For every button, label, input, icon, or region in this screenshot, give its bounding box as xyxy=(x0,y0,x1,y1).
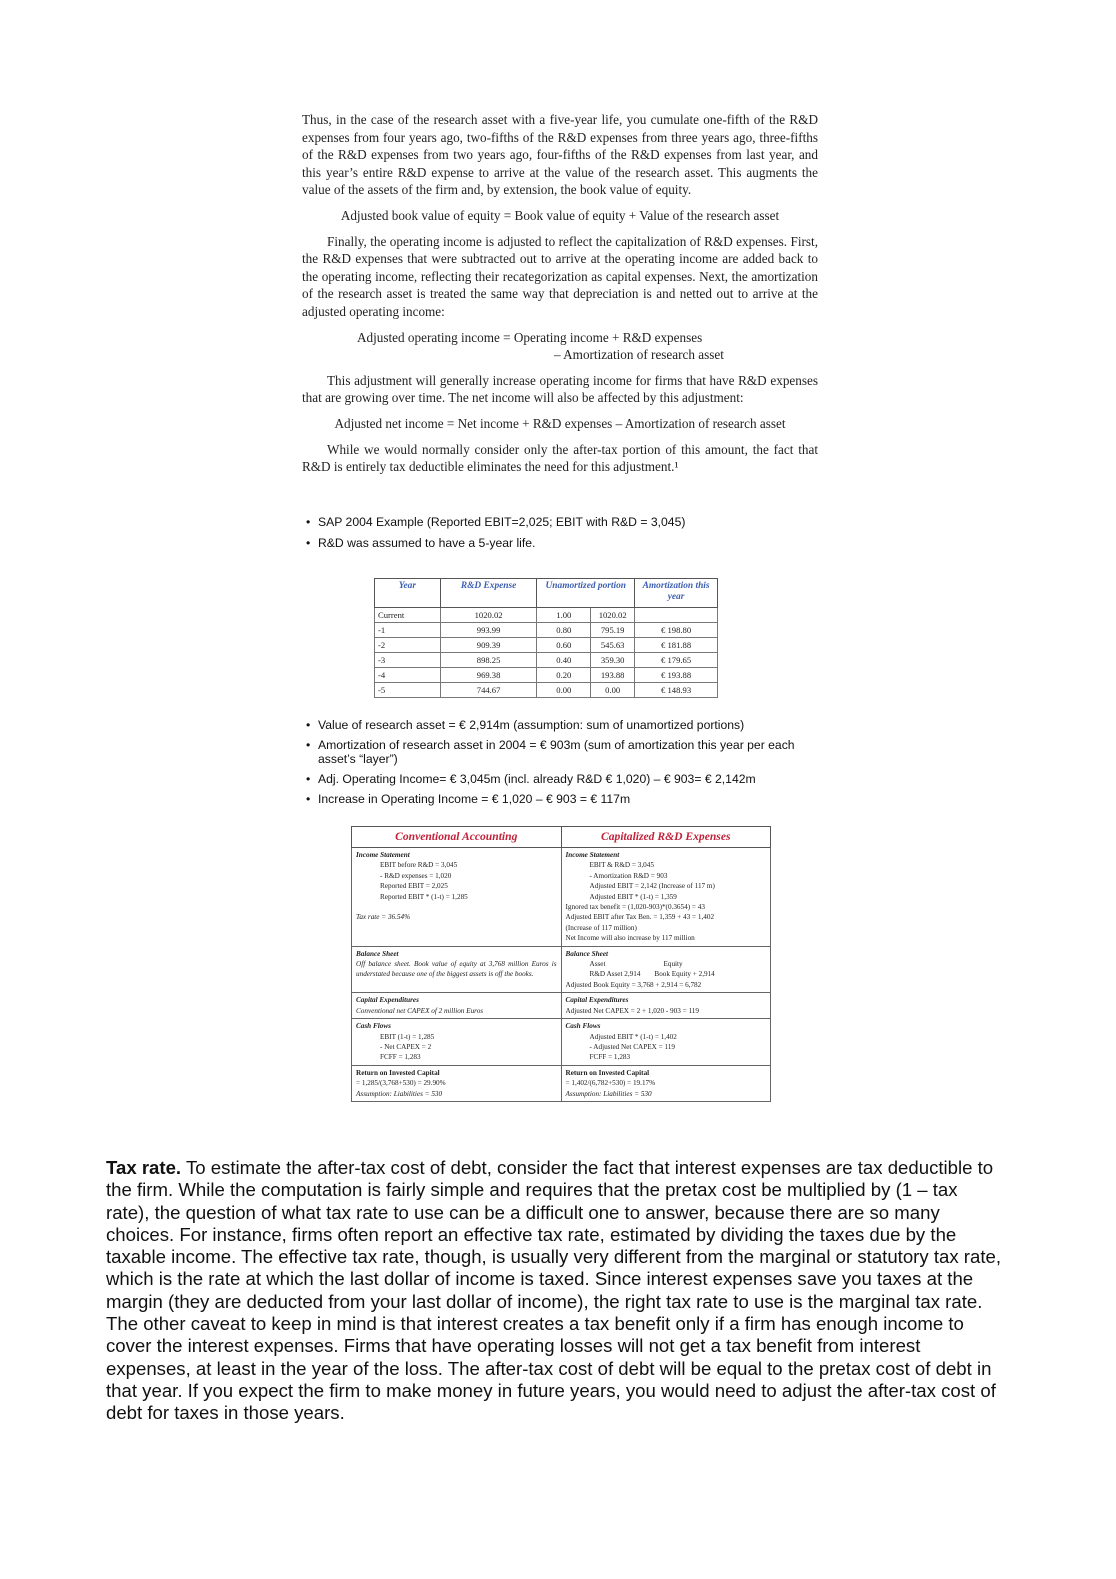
table-row xyxy=(375,638,718,653)
section-title: Balance Sheet xyxy=(356,949,399,958)
column-header: R&D Expense xyxy=(440,579,537,608)
bullet-item: • Value of research asset = € 2,914m (assumption: sum of unamortized portions) xyxy=(306,718,806,732)
table-cell: € 148.93 xyxy=(635,683,718,698)
table-cell xyxy=(352,946,562,993)
comparison-table xyxy=(351,826,771,1102)
bullet-item: • R&D was assumed to have a 5-year life. xyxy=(306,536,816,550)
cell-line: EBIT before R&D = 3,045 xyxy=(380,861,458,870)
paragraph-after-tax: While we would normally consider only the after-tax portion of this amount, the fact that R&D is entirely tax deductible eliminates the need for this adjustment.¹ xyxy=(302,441,818,475)
section-title: Return on Invested Capital xyxy=(356,1068,440,1077)
cell-line: Assumption: Liabilities = 530 xyxy=(565,1089,652,1098)
paragraph-operating-income: Finally, the operating income is adjusted to reflect the capitalization of R&D expenses. First, the R&D expenses that were subtracted out to arrive at the operating income are added back to the operating income, reflecting their recategorization as capital expenses. Next, the amortization of the research asset is treated the same way that depreciation is and netted out to arrive at the adjusted operating income: xyxy=(302,233,818,319)
cell-line: Reported EBIT = 2,025 xyxy=(380,882,448,891)
table-row xyxy=(375,623,718,638)
table-cell: Current xyxy=(375,608,441,623)
cell-line: Tax rate = 36.54% xyxy=(356,913,411,922)
cell-line xyxy=(566,969,767,979)
cell-line: = 1,402/(6,782+530) = 19.17% xyxy=(565,1079,656,1088)
amortization-table xyxy=(374,578,718,698)
cell-text: Off balance sheet. Book value of equity at 3,768 million Euros is understated because one of the biggest assets is off the books. xyxy=(356,960,557,979)
table-row-capex xyxy=(352,993,771,1019)
section-title: Cash Flows xyxy=(565,1022,601,1031)
section-title: Capital Expenditures xyxy=(565,996,629,1005)
cell-line: Reported EBIT * (1-t) = 1,285 xyxy=(380,892,468,901)
equation-adjusted-book-value: Adjusted book value of equity = Book value of equity + Value of the research asset xyxy=(340,207,780,223)
section-title: Balance Sheet xyxy=(565,949,609,958)
equity-label: Equity xyxy=(663,960,683,969)
column-header: Unamortized portion xyxy=(537,579,635,608)
cell-line: Ignored tax benefit = (1,020-903)*(0.3654) = 43 xyxy=(565,903,705,912)
table-cell: -5 xyxy=(375,683,441,698)
cell-line: EBIT (1-t) = 1,285 xyxy=(380,1032,435,1041)
column-header: Amortization this year xyxy=(635,579,718,608)
table-cell: -3 xyxy=(375,653,441,668)
cell-line: Assumption: Liabilities = 530 xyxy=(356,1089,443,1098)
cell-line: Adjusted Net CAPEX = 2 + 1,020 - 903 = 119 xyxy=(565,1006,699,1015)
table-cell: 0.20 xyxy=(537,668,591,683)
excerpt-column xyxy=(302,111,818,476)
table-cell: 898.25 xyxy=(440,653,537,668)
table-cell xyxy=(561,848,771,947)
bullet-list-middle xyxy=(306,718,806,806)
bullet-item: • Amortization of research asset in 2004 = € 903m (sum of amortization this year per each asset’s “layer”) xyxy=(306,738,806,766)
equation-line-1: Adjusted operating income = Operating income + R&D expenses xyxy=(357,329,703,345)
table-cell: 0.00 xyxy=(591,683,635,698)
bullet-item: • Increase in Operating Income = € 1,020 – € 903 = € 117m xyxy=(306,792,806,806)
cell-line: EBIT & R&D = 3,045 xyxy=(589,861,654,870)
table-cell: 1020.02 xyxy=(440,608,537,623)
table-cell xyxy=(352,848,562,947)
column-header: Year xyxy=(375,579,441,608)
section-title: Income Statement xyxy=(356,851,410,859)
table-cell: € 193.88 xyxy=(635,668,718,683)
table-cell xyxy=(352,993,562,1019)
table-cell: € 181.88 xyxy=(635,638,718,653)
table-row-cash-flows xyxy=(352,1019,771,1066)
table-cell: 969.38 xyxy=(440,668,537,683)
bullet-item: • Adj. Operating Income= € 3,045m (incl. already R&D € 1,020) – € 903= € 2,142m xyxy=(306,772,806,786)
table-cell: -4 xyxy=(375,668,441,683)
asset-label: Asset xyxy=(589,960,606,969)
table-cell: 1.00 xyxy=(537,608,591,623)
table-cell: 0.60 xyxy=(537,638,591,653)
cell-line: - Adjusted Net CAPEX = 119 xyxy=(589,1042,675,1051)
cell-line: FCFF = 1,283 xyxy=(380,1053,421,1062)
table-cell xyxy=(352,1019,562,1066)
cell-line: (Increase of 117 million) xyxy=(565,923,637,932)
table-cell: 0.80 xyxy=(537,623,591,638)
table-cell: € 198.80 xyxy=(635,623,718,638)
table-cell: 0.00 xyxy=(537,683,591,698)
cell-line: Adjusted EBIT * (1-t) = 1,359 xyxy=(589,892,677,901)
equation-adjusted-operating-income xyxy=(302,329,818,364)
table-cell xyxy=(561,993,771,1019)
bullet-list-top xyxy=(306,515,816,550)
table-cell xyxy=(635,608,718,623)
tax-rate-paragraph xyxy=(106,1157,1006,1425)
table-cell: 1020.02 xyxy=(591,608,635,623)
table-row xyxy=(375,653,718,668)
table-row-balance-sheet xyxy=(352,946,771,993)
cell-line: - Net CAPEX = 2 xyxy=(380,1042,432,1051)
table-row xyxy=(375,668,718,683)
cell-line: FCFF = 1,283 xyxy=(589,1053,631,1062)
cell-line: Adjusted EBIT after Tax Ben. = 1,359 + 43 = 1,402 xyxy=(565,913,715,922)
table-cell: € 179.65 xyxy=(635,653,718,668)
table-cell: 545.63 xyxy=(591,638,635,653)
tax-rate-lead: Tax rate. xyxy=(106,1157,182,1178)
table-cell: 909.39 xyxy=(440,638,537,653)
section-title: Income Statement xyxy=(565,851,620,859)
book-equity-value: Book Equity + 2,914 xyxy=(654,970,715,979)
table-cell: 744.67 xyxy=(440,683,537,698)
table-cell xyxy=(561,1019,771,1066)
cell-line: Adjusted EBIT = 2,142 (Increase of 117 m) xyxy=(589,882,715,891)
cell-line: - Amortization R&D = 903 xyxy=(589,871,668,880)
table-row xyxy=(375,608,718,623)
table-cell: -2 xyxy=(375,638,441,653)
table-row-roic xyxy=(352,1065,771,1101)
section-title: Return on Invested Capital xyxy=(565,1068,650,1077)
equation-line-2: – Amortization of research asset xyxy=(554,347,724,363)
table-cell: 193.88 xyxy=(591,668,635,683)
table-row-income-statement xyxy=(352,848,771,947)
section-title: Capital Expenditures xyxy=(356,996,419,1005)
section-title: Cash Flows xyxy=(356,1022,391,1031)
column-header-capitalized: Capitalized R&D Expenses xyxy=(561,827,771,848)
table-cell: 993.99 xyxy=(440,623,537,638)
table-cell xyxy=(561,946,771,993)
bullet-item: • SAP 2004 Example (Reported EBIT=2,025; EBIT with R&D = 3,045) xyxy=(306,515,816,529)
table-row xyxy=(375,683,718,698)
cell-line: Net Income will also increase by 117 million xyxy=(565,934,695,943)
equation-adjusted-net-income: Adjusted net income = Net income + R&D expenses – Amortization of research asset xyxy=(334,415,786,431)
paragraph-adjustment: This adjustment will generally increase operating income for firms that have R&D expenses that are growing over time. The net income will also be affected by this adjustment: xyxy=(302,372,818,406)
tax-rate-body: To estimate the after-tax cost of debt, consider the fact that interest expenses are tax deductible to the firm. While the computation is fairly simple and requires that the pretax cost be multiplied by (1 – tax rate), the question of what tax rate to use can be a difficult one to answer, because there are so many choices. For instance, firms often report an effective tax rate, estimated by dividing the taxes due by the taxable income. The effective tax rate, though, is usually very different from the marginal or statutory tax rate, which is the rate at which the last dollar of income is taxed. Since interest expenses save you taxes at the margin (they are deducted from your last dollar of income), the right tax rate to use is the marginal tax rate. The other caveat to keep in mind is that interest creates a tax benefit only if a firm has enough income to cover the interest expenses. Firms that have operating losses will not get a tax benefit from interest expenses, at least in the year of the loss. The after-tax cost of debt will be equal to the pretax cost of debt in that year. If you expect the firm to make money in future years, you would need to adjust the after-tax cost of debt for taxes in those years. xyxy=(106,1157,1002,1424)
cell-line: = 1,285/(3,768+530) = 29.90% xyxy=(356,1079,446,1088)
cell-line: Conventional net CAPEX of 2 million Euros xyxy=(356,1006,484,1015)
table-cell: 0.40 xyxy=(537,653,591,668)
table-cell xyxy=(352,1065,562,1101)
table-cell: -1 xyxy=(375,623,441,638)
rd-asset-value: R&D Asset 2,914 xyxy=(589,970,641,979)
table-cell: 795.19 xyxy=(591,623,635,638)
table-cell: 359.30 xyxy=(591,653,635,668)
cell-line xyxy=(566,959,767,969)
cell-line: - R&D expenses = 1,020 xyxy=(380,871,452,880)
column-header-conventional: Conventional Accounting xyxy=(352,827,562,848)
paragraph-research-asset: Thus, in the case of the research asset with a five-year life, you cumulate one-fifth of the R&D expenses from four years ago, two-fifths of the R&D expenses from three years ago, three-fifths of the R&D expenses from two years ago, four-fifths of the R&D expenses from last year, and this year’s entire R&D expense to arrive at the value of the research asset. This augments the value of the assets of the firm and, by extension, the book value of equity. xyxy=(302,112,818,198)
cell-line: Adjusted EBIT * (1-t) = 1,402 xyxy=(589,1032,677,1041)
cell-line: Adjusted Book Equity = 3,768 + 2,914 = 6,782 xyxy=(565,980,702,989)
table-cell xyxy=(561,1065,771,1101)
